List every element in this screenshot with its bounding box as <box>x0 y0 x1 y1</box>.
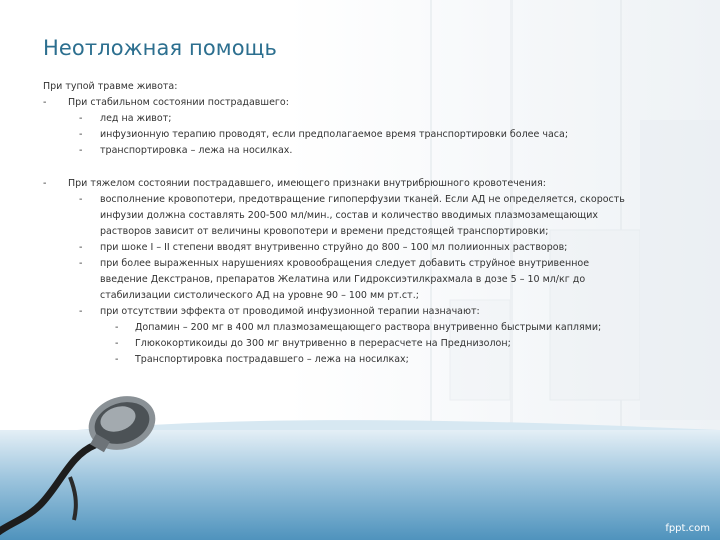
subitem-text: Допамин – 200 мг в 400 мл плазмозамещающего раствора внутривенно быстрыми каплями; <box>135 322 602 333</box>
list-item <box>43 320 683 336</box>
list-item <box>43 256 683 272</box>
bullet-dash: - <box>43 97 47 108</box>
severe-item-text: при шоке I – II степени вводят внутривенно струйно до 800 – 100 мл полиионных растворов; <box>100 242 568 253</box>
bullet-dash: - <box>79 258 83 269</box>
list-item <box>43 240 683 256</box>
list-item <box>43 304 683 320</box>
list-item <box>43 336 683 352</box>
slide-title: Неотложная помощь <box>43 36 278 60</box>
bullet-dash: - <box>79 145 83 156</box>
severe-item-text: при более выраженных нарушениях кровообращения следует добавить струйное внутривенное <box>100 258 590 269</box>
severe-item-text: введение Декстранов, препаратов Желатина или Гидроксиэтилкрахмала в дозе 5 – 10 мл/кг до <box>100 274 586 285</box>
list-item <box>43 176 683 192</box>
list-item <box>43 143 683 159</box>
stable-item-text: транспортировка – лежа на носилках. <box>100 145 293 156</box>
stethoscope-image <box>0 385 190 540</box>
severe-heading: При тяжелом состоянии пострадавшего, имеющего признаки внутрибрюшного кровотечения: <box>68 178 546 189</box>
subitem-text: Глюкокортикоиды до 300 мг внутривенно в перерасчете на Преднизолон; <box>135 338 511 349</box>
list-item-continuation <box>43 272 683 288</box>
severe-item-text: восполнение кровопотери, предотвращение гипоперфузии тканей. Если АД не определяется, скорость <box>100 194 625 205</box>
bullet-dash: - <box>79 194 83 205</box>
list-item <box>43 352 683 368</box>
list-item-continuation <box>43 288 683 304</box>
severe-item-text: при отсутствии эффекта от проводимой инфузионной терапии назначают: <box>100 306 480 317</box>
subitem-text: Транспортировка пострадавшего – лежа на носилках; <box>135 354 409 365</box>
list-item <box>43 95 683 111</box>
list-item-continuation <box>43 224 683 240</box>
bullet-dash: - <box>79 306 83 317</box>
severe-item-text: растворов зависит от величины кровопотери и времени предстоящей транспортировки; <box>100 226 549 237</box>
watermark: fppt.com <box>665 523 710 534</box>
stable-item-text: лед на живот; <box>100 113 172 124</box>
severe-item-text: стабилизации систолического АД на уровне 90 – 100 мм рт.ст.; <box>100 290 419 301</box>
bullet-dash: - <box>115 338 119 349</box>
stable-item-text: инфузионную терапию проводят, если предполагаемое время транспортировки более часа; <box>100 129 569 140</box>
bullet-dash: - <box>43 178 47 189</box>
list-item <box>43 192 683 208</box>
slide-body <box>43 79 683 368</box>
bullet-dash: - <box>115 322 119 333</box>
bullet-dash: - <box>79 242 83 253</box>
severe-item-text: инфузии должна составлять 200-500 мл/мин., состав и количество вводимых плазмозамещающих <box>100 210 598 221</box>
intro-text: При тупой травме живота: <box>43 81 178 92</box>
list-item <box>43 111 683 127</box>
bullet-dash: - <box>115 354 119 365</box>
stable-heading: При стабильном состоянии пострадавшего: <box>68 97 289 108</box>
list-item-continuation <box>43 208 683 224</box>
bullet-dash: - <box>79 129 83 140</box>
spacer <box>43 159 683 176</box>
list-item <box>43 127 683 143</box>
bullet-dash: - <box>79 113 83 124</box>
